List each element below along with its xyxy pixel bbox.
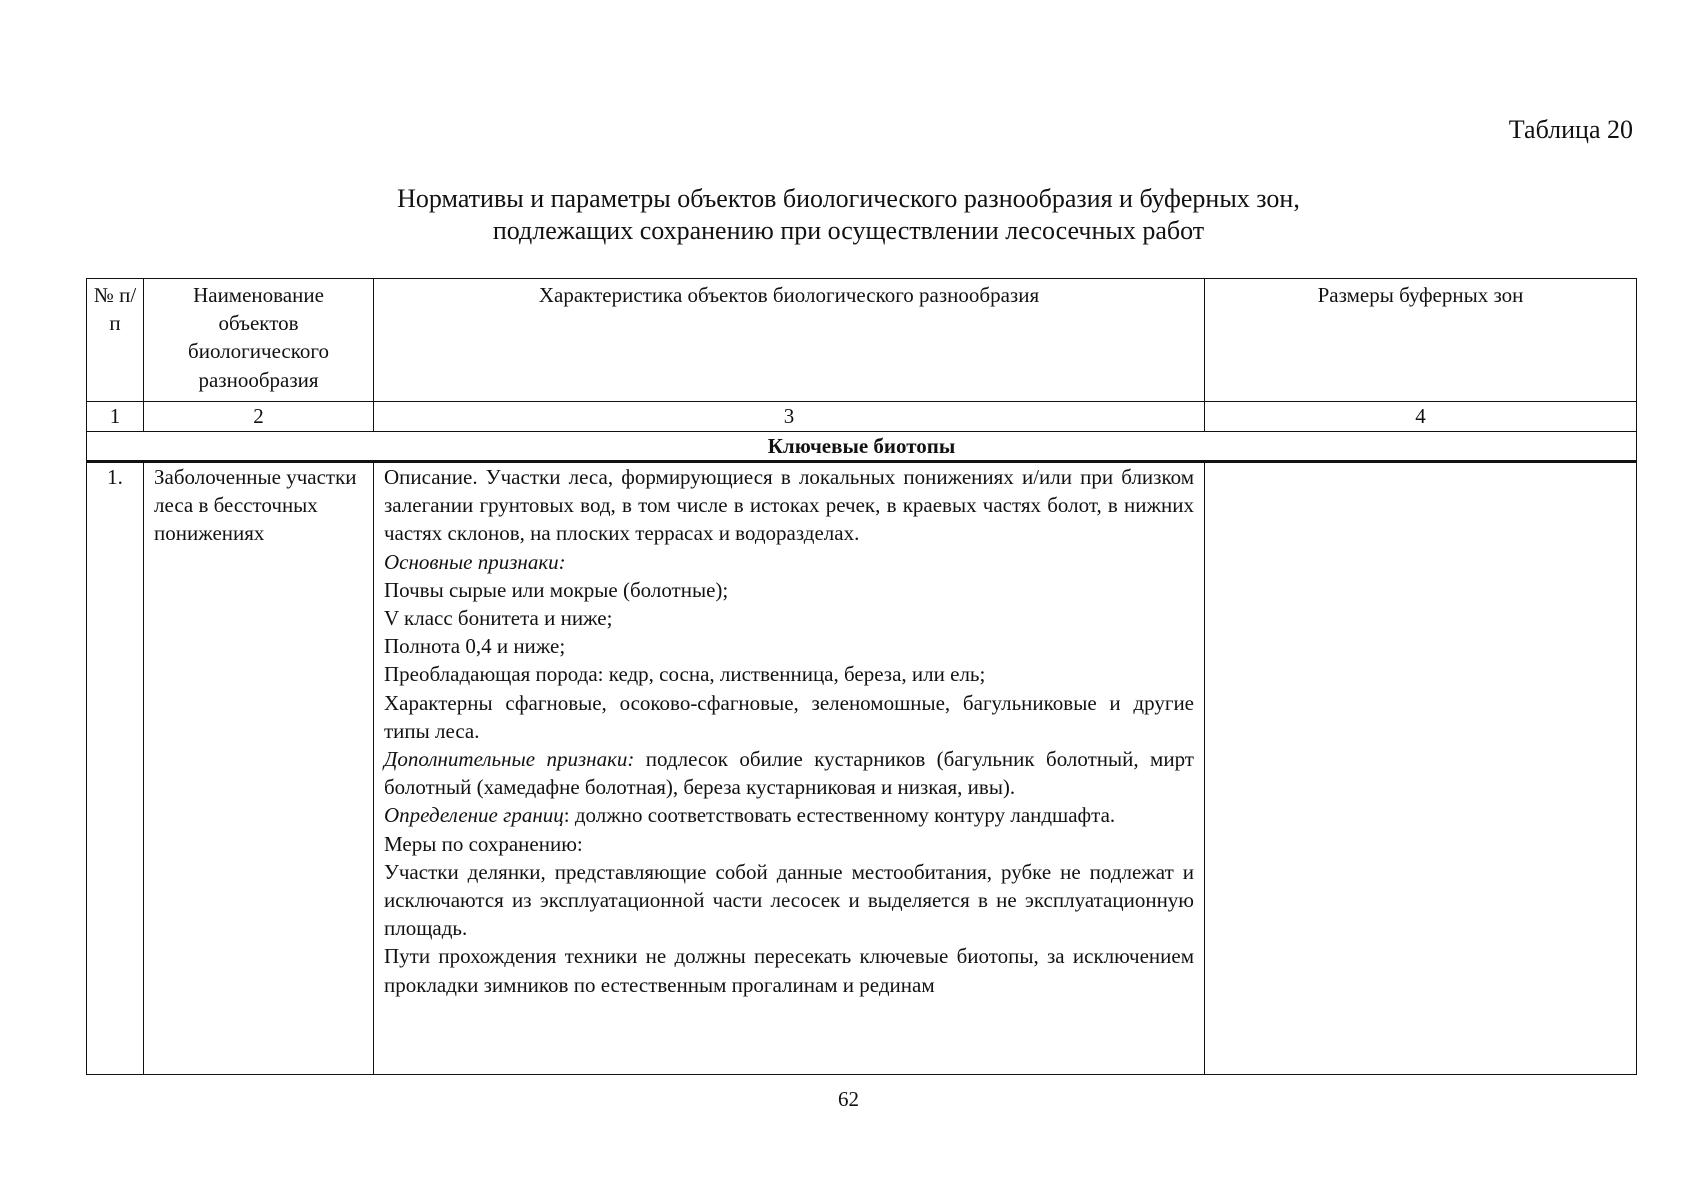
document-title <box>0 183 1697 247</box>
table-row <box>87 462 1637 1075</box>
description-intro: Описание. Участки леса, формирующиеся в локальных понижениях и/или при близком залегании грунтовых вод, в том числе в истоках речек, в краевых частях болот, в нижних частях склонов, на плоских террасах и водоразделах. <box>384 465 1194 546</box>
column-number: 2 <box>144 402 374 432</box>
extra-signs <box>384 745 1194 801</box>
section-row <box>87 432 1637 462</box>
extra-signs-text: подлесок обилие кустарников (багульник болотный, мирт болотный (хамедафне болотная), береза кустарниковая и низкая, ивы). <box>384 747 1194 800</box>
main-sign-item: Преобладающая порода: кедр, сосна, лиственница, береза, или ель; <box>384 662 986 687</box>
boundary-text: : должно соответствовать естественному контуру ландшафта. <box>563 803 1116 828</box>
column-number: 3 <box>374 402 1205 432</box>
document-title-line-2: подлежащих сохранению при осуществлении лесосечных работ <box>492 216 1205 245</box>
main-sign-item: Полнота 0,4 и ниже; <box>384 634 566 659</box>
measures-label: Меры по сохранению: <box>384 831 583 856</box>
document-title-line-1: Нормативы и параметры объектов биологического разнообразия и буферных зон, <box>397 184 1300 213</box>
boundary-definition <box>384 801 1194 829</box>
main-sign-item: Почвы сырые или мокрые (болотные); <box>384 577 729 602</box>
row-object-name: Заболоченные участки леса в бессточных понижениях <box>144 462 374 1075</box>
main-signs-label: Основные признаки: <box>384 549 566 574</box>
header-characteristics: Характеристика объектов биологического разнообразия <box>374 279 1205 402</box>
row-buffer-size <box>1205 462 1637 1075</box>
page-number: 62 <box>838 1087 859 1111</box>
section-title: Ключевые биотопы <box>87 432 1637 462</box>
extra-signs-label: Дополнительные признаки: <box>384 747 635 772</box>
header-object-name: Наименование объектов биологического разнообразия <box>144 279 374 402</box>
column-number: 1 <box>87 402 144 432</box>
row-number: 1. <box>87 462 144 1075</box>
biodiversity-table <box>86 278 1637 1075</box>
column-number: 4 <box>1205 402 1637 432</box>
measure-item: Участки делянки, представляющие собой данные местообитания, рубке не подлежат и исключаются из эксплуатационной части лесосек и выделяется в не эксплуатационную площадь. <box>384 859 1194 941</box>
main-sign-item: Характерны сфагновые, осоково-сфагновые, зеленомошные, багульниковые и другие типы леса. <box>384 690 1194 743</box>
main-sign-item: V класс бонитета и ниже; <box>384 606 613 631</box>
boundary-label: Определение границ <box>384 803 564 828</box>
header-buffer-size: Размеры буферных зон <box>1205 279 1637 402</box>
header-number: № п/п <box>87 279 144 402</box>
table-caption: Таблица 20 <box>1508 115 1633 144</box>
row-description <box>374 462 1205 1075</box>
measure-item: Пути прохождения техники не должны пересекать ключевые биотопы, за исключением прокладки зимников по естественным прогалинам и рединам <box>384 944 1194 997</box>
header-row <box>87 279 1637 402</box>
column-number-row <box>87 402 1637 432</box>
